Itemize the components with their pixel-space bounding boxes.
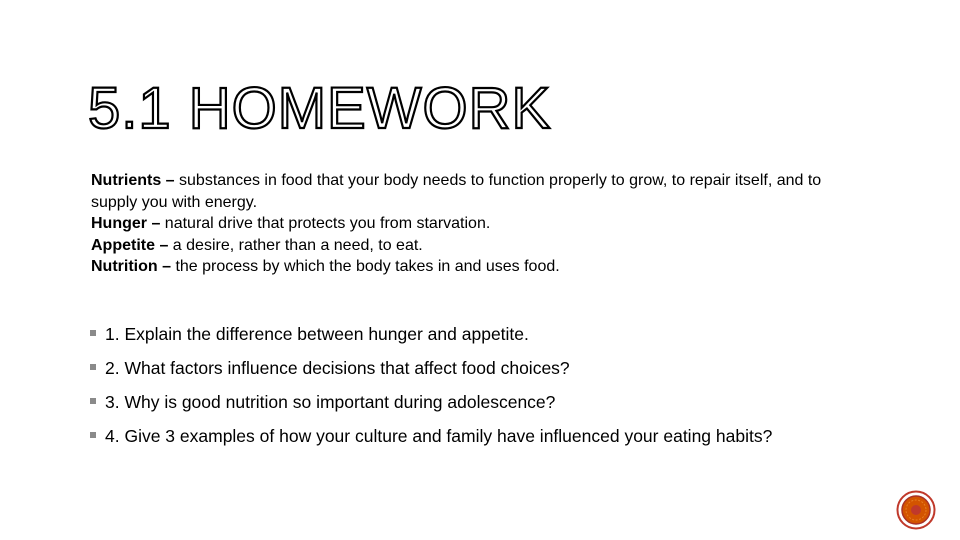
definition-appetite xyxy=(91,235,851,257)
question-item xyxy=(90,356,920,380)
square-bullet-icon xyxy=(90,330,96,336)
question-item xyxy=(90,390,920,414)
question-text: 3. Why is good nutrition so important during adolescence? xyxy=(105,392,556,412)
questions-list xyxy=(90,322,920,458)
definition-hunger xyxy=(91,213,851,235)
slide-title: 5.1 HOMEWORK xyxy=(88,76,552,141)
definition-text: a desire, rather than a need, to eat. xyxy=(172,236,423,254)
definition-nutrition xyxy=(91,256,851,278)
question-item xyxy=(90,424,920,448)
definition-term xyxy=(91,237,173,254)
definitions-block xyxy=(91,170,851,278)
term-separator: – xyxy=(157,258,176,275)
definition-term xyxy=(91,215,165,232)
definition-nutrients xyxy=(91,170,851,213)
circular-seal-icon xyxy=(896,490,936,530)
term-label: Nutrients xyxy=(91,172,162,189)
term-label: Hunger xyxy=(91,215,147,232)
question-text: 2. What factors influence decisions that affect food choices? xyxy=(105,358,570,378)
term-label: Appetite xyxy=(91,236,155,254)
definition-term xyxy=(91,172,179,189)
term-separator: – xyxy=(161,172,180,189)
definition-text: natural drive that protects you from starvation. xyxy=(164,215,491,232)
definition-text: the process by which the body takes in and uses food. xyxy=(175,258,560,275)
definition-term xyxy=(91,258,175,275)
question-item xyxy=(90,322,920,346)
term-separator: – xyxy=(147,215,165,232)
term-separator: – xyxy=(155,236,173,254)
square-bullet-icon xyxy=(90,432,96,438)
question-text: 1. Explain the difference between hunger and appetite. xyxy=(105,324,529,344)
square-bullet-icon xyxy=(90,398,96,404)
square-bullet-icon xyxy=(90,364,96,370)
question-text: 4. Give 3 examples of how your culture and family have influenced your eating habits? xyxy=(105,426,773,446)
definition-text: substances in food that your body needs to function properly to grow, to repair itself, and to supply you with energy. xyxy=(91,172,822,211)
term-label: Nutrition xyxy=(91,258,158,275)
